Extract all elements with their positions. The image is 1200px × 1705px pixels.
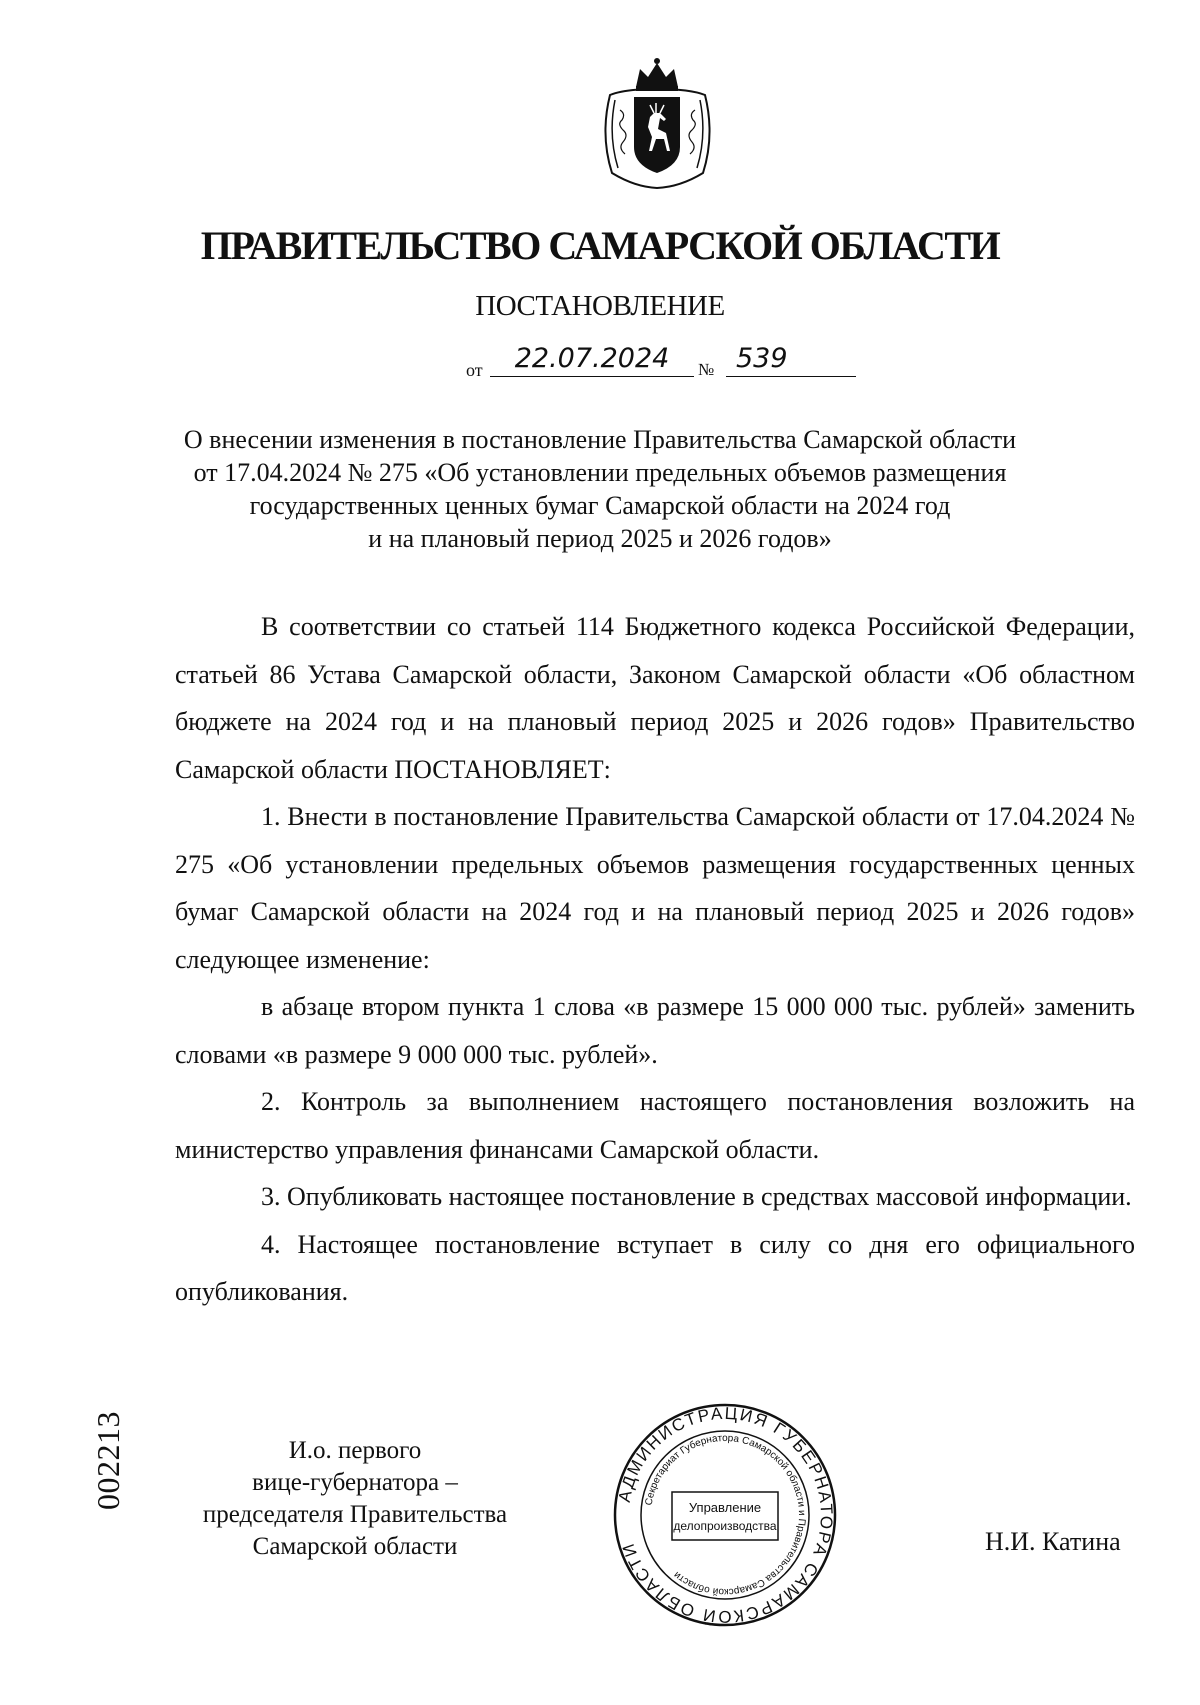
signatory-title-line: Самарской области (252, 1533, 458, 1560)
stamp-center-line: делопроизводства (673, 1519, 777, 1533)
date-number-line (458, 342, 858, 382)
subject-line: государственных ценных бумаг Самарской области на 2024 год (249, 491, 951, 520)
body-paragraph: В соответствии со статьей 114 Бюджетного кодекса Российской Федерации, статьей 86 Устава Самарской области, Законом Самарской области «Об областном бюджете на 2024 год и на плановый период 2025 и 2026 годов» Правительство Самарской области ПОСТАНОВЛЯЕТ: (175, 612, 1135, 784)
svg-text:Секретариат Губернатора Самарс (644, 1433, 807, 1597)
stamp-inner-text: Секретариат Губернатора Самарской области и Правительства Самарской области (643, 1432, 808, 1598)
body-paragraph: 4. Настоящее постановление вступает в силу со дня его официального опубликования. (175, 1229, 1135, 1306)
subject-line: от 17.04.2024 № 275 «Об установлении предельных объемов размещения (193, 458, 1007, 487)
signer-name: Н.И. Катина (985, 1527, 1121, 1556)
body-paragraph: 1. Внести в постановление Правительства Самарской области от 17.04.2024 № 275 «Об установлении предельных объемов размещения государственных ценных бумаг Самарской области на 2024 год и на плановый период 2025 и 2026 годов» следующее изменение: (175, 802, 1135, 974)
number-prefix: № (698, 360, 715, 379)
date-prefix: от (466, 360, 483, 380)
stamp-outer-text: АДМИНИСТРАЦИЯ ГУБЕРНАТОРА САМАРСКОЙ ОБЛАСТИ (614, 1403, 837, 1627)
stamp-center-line: Управление (688, 1500, 762, 1515)
body-paragraph: в абзаце втором пункта 1 слова «в размере 15 000 000 тыс. рублей» заменить словами «в размере 9 000 000 тыс. рублей». (175, 992, 1135, 1069)
body-paragraph: 3. Опубликовать настоящее постановление в средствах массовой информации. (261, 1182, 1132, 1211)
document-date: 22.07.2024 (490, 342, 694, 377)
serial-number: 002213 (90, 1411, 126, 1510)
subject-line: О внесении изменения в постановление Правительства Самарской области (183, 425, 1017, 454)
coat-of-arms-icon (590, 55, 725, 190)
signatory-title (160, 1435, 550, 1563)
body-paragraph: 2. Контроль за выполнением настоящего постановления возложить на министерство управления финансами Самарской области. (175, 1087, 1135, 1164)
signatory-title-line: вице-губернатора – (252, 1469, 458, 1496)
document-subject (150, 423, 1050, 555)
document-type: ПОСТАНОВЛЕНИЕ (475, 290, 725, 322)
organization-title: ПРАВИТЕЛЬСТВО САМАРСКОЙ ОБЛАСТИ (200, 223, 1000, 268)
official-stamp (610, 1400, 840, 1630)
subject-line: и на плановый период 2025 и 2026 годов» (368, 524, 832, 553)
document-number: 539 (726, 342, 856, 377)
document-body (175, 603, 1135, 1316)
signatory-title-line: председателя Правительства (202, 1501, 508, 1528)
signatory-title-line: И.о. первого (288, 1437, 422, 1464)
